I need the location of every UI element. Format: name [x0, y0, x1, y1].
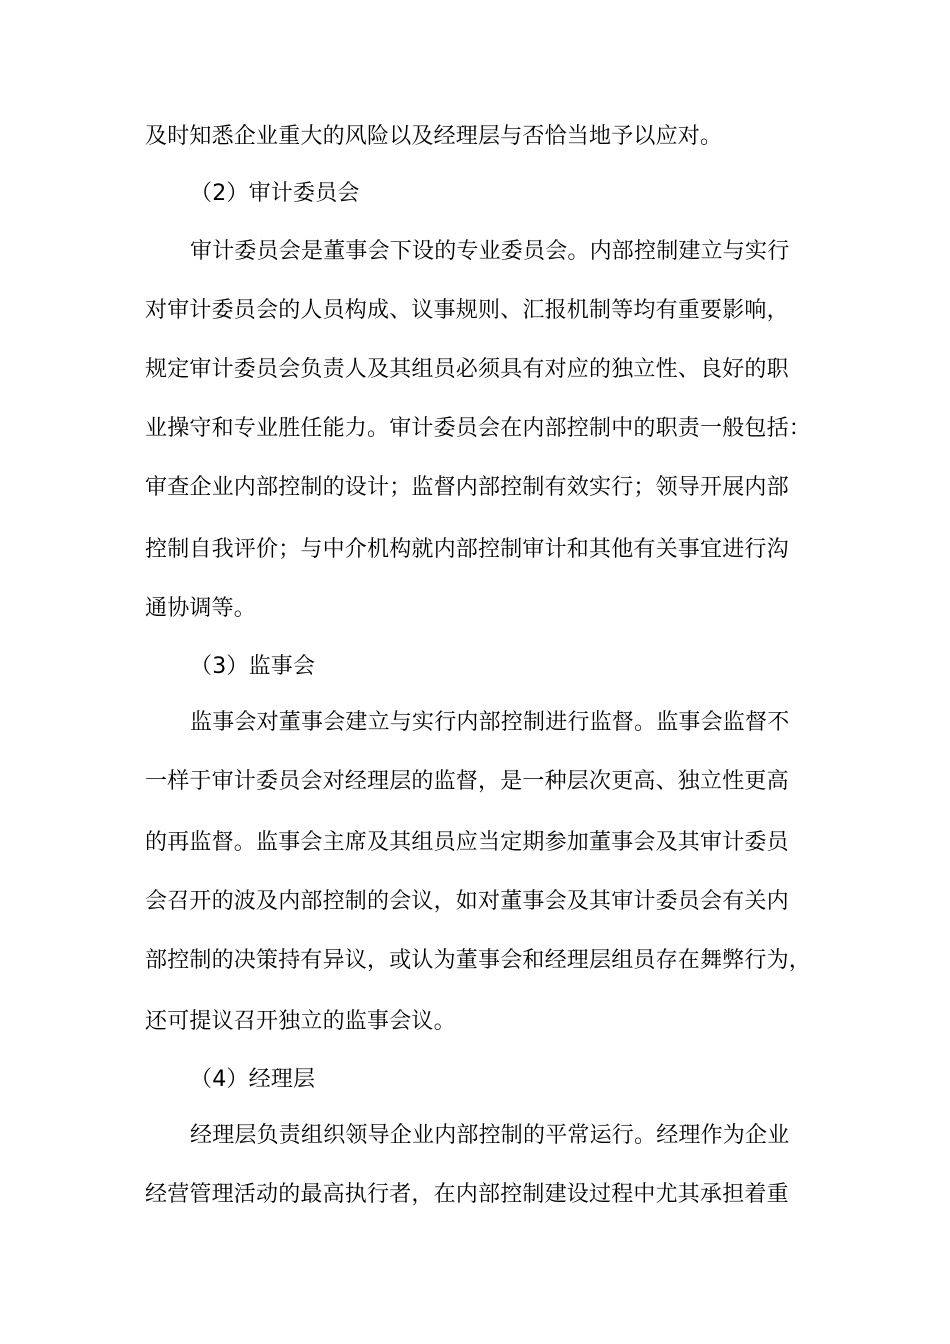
section-heading-supervisory-board: （3）监事会 — [190, 654, 316, 679]
paragraph-line: 会召开的波及内部控制的会议，如对董事会及其审计委员会有关内 — [145, 889, 789, 914]
paragraph-line: 还可提议召开独立的监事会议。 — [145, 1009, 456, 1034]
paragraph-line: 监事会对董事会建立与实行内部控制进行监督。监事会监督不 — [190, 710, 790, 735]
paragraph-line: 对审计委员会的人员构成、议事规则、汇报机制等均有重要影响， — [145, 298, 789, 323]
paragraph-line: 审查企业内部控制的设计；监督内部控制有效实行；领导开展内部 — [145, 475, 789, 500]
paragraph-line: 通协调等。 — [145, 596, 257, 621]
paragraph-line: 及时知悉企业重大的风险以及经理层与否恰当地予以应对。 — [145, 124, 723, 149]
section-heading-audit-committee: （2）审计委员会 — [190, 181, 360, 206]
paragraph-line: 控制自我评价；与中介机构就内部控制审计和其他有关事宜进行沟 — [145, 537, 789, 562]
paragraph-line: 审计委员会是董事会下设的专业委员会。内部控制建立与实行 — [190, 239, 790, 264]
paragraph-line: 一样于审计委员会对经理层的监督，是一种层次更高、独立性更高 — [145, 769, 789, 794]
paragraph-line: 业操守和专业胜任能力。审计委员会在内部控制中的职责一般包括： — [145, 416, 812, 441]
paragraph-line: 的再监督。监事会主席及其组员应当定期参加董事会及其审计委员 — [145, 830, 789, 855]
paragraph-line: 经营管理活动的最高执行者，在内部控制建设过程中尤其承担着重 — [145, 1182, 789, 1207]
section-heading-management: （4）经理层 — [190, 1067, 316, 1092]
paragraph-line: 部控制的决策持有异议，或认为董事会和经理层组员存在舞弊行为， — [145, 948, 812, 973]
paragraph-line: 经理层负责组织领导企业内部控制的平常运行。经理作为企业 — [190, 1123, 790, 1148]
paragraph-line: 规定审计委员会负责人及其组员必须具有对应的独立性、良好的职 — [145, 357, 789, 382]
